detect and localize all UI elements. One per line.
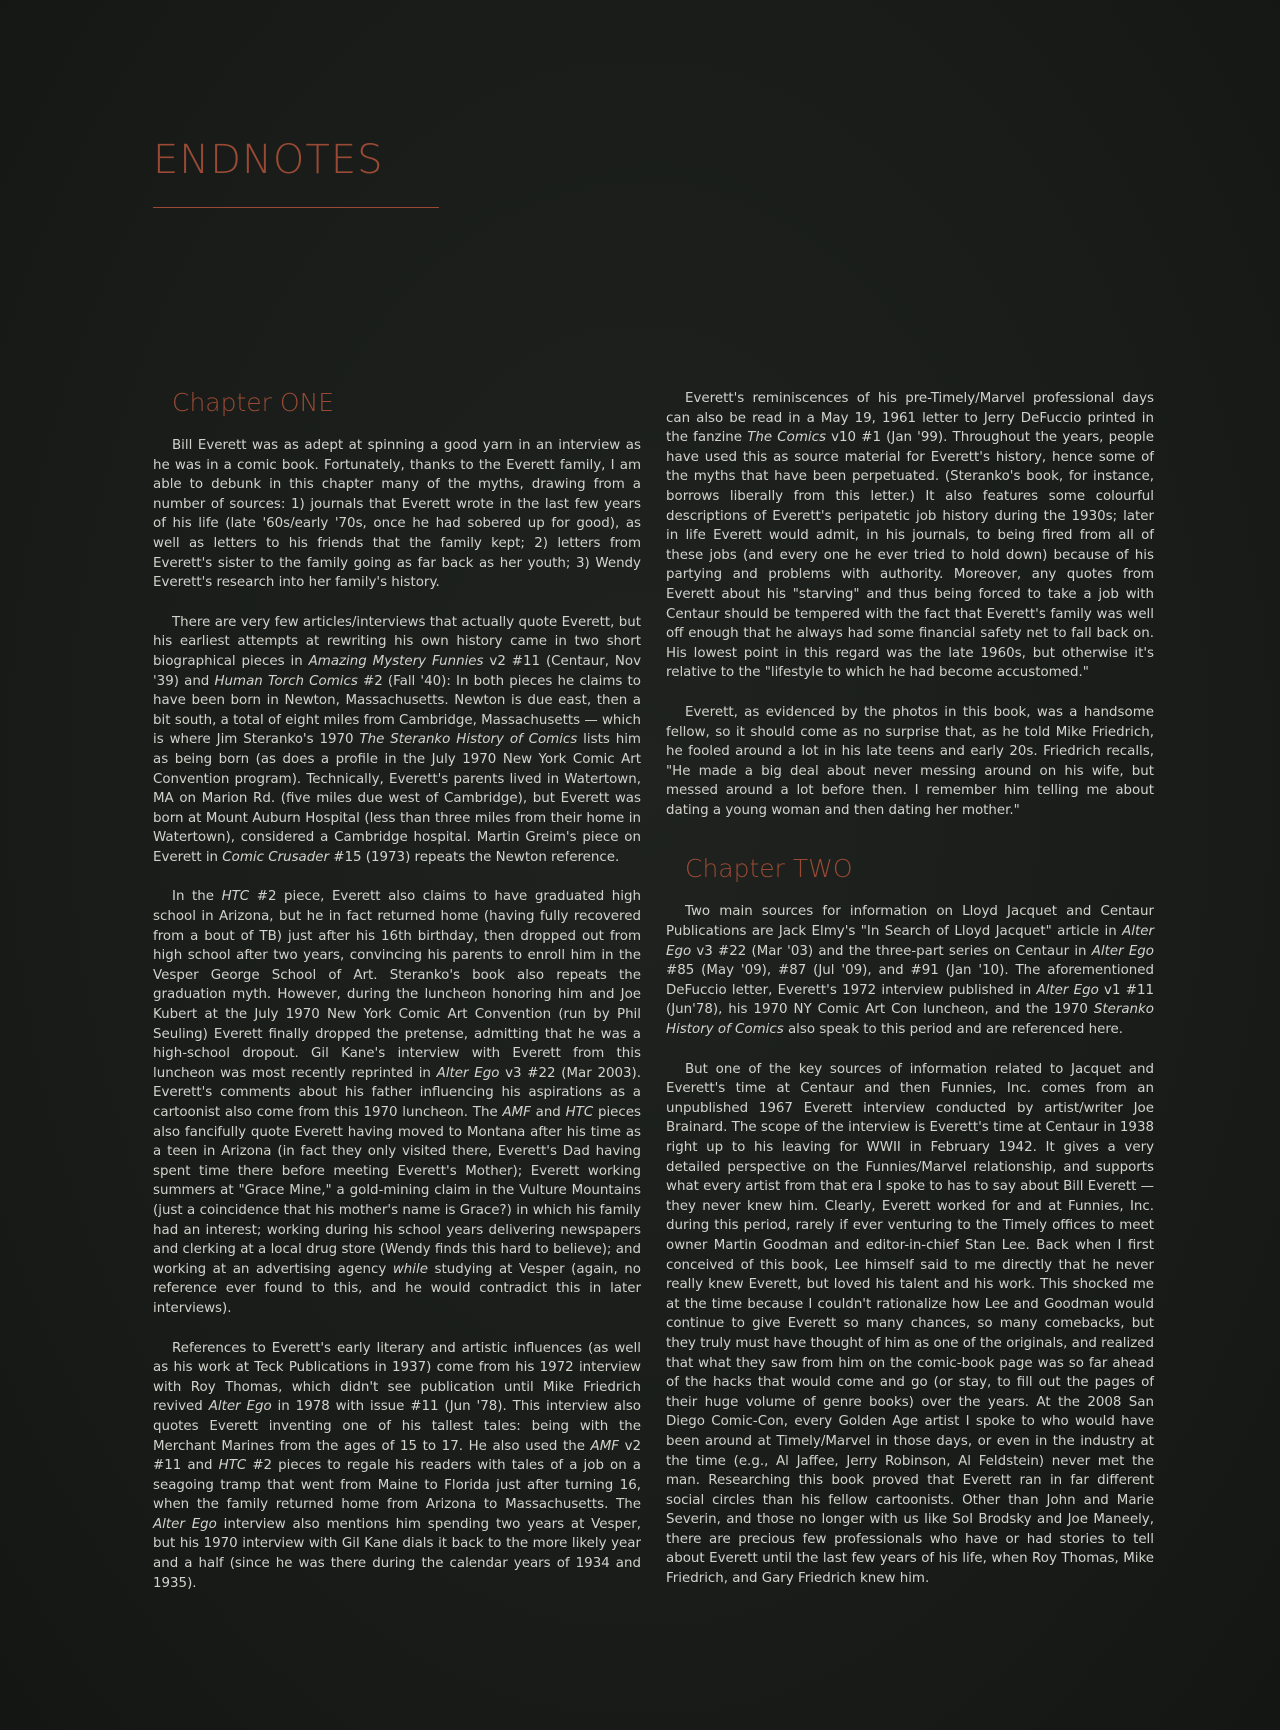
publication-title: The Steranko History of Comics [359, 732, 578, 748]
publication-title: Alter Ego [208, 1399, 272, 1415]
publication-title: HTC [218, 1458, 247, 1474]
endnote-paragraph: Two main sources for information on Lloyd Jacquet and Centaur Publications are Jack Elmy's "In Search of Lloyd Jacquet" article in Alter Ego v3 #22 (Mar '03) and the three-part series on Centaur in Alter Ego #85 (May '09), #87 (Jul '09), and #91 (Jan '10). The aforementioned DeFuccio letter, Everett's 1972 interview published in Alter Ego v1 #11 (Jun'78), his 1970 NY Comic Art Con luncheon, and the 1970 Steranko History of Comics also speak to this period and are referenced here. [666, 904, 1154, 1038]
chapter-two-heading: Chapter TWO [685, 854, 853, 884]
publication-title: Alter Ego [153, 1516, 217, 1532]
publication-title: Alter Ego [1036, 982, 1099, 998]
left-column [153, 388, 641, 1613]
publication-title: HTC [565, 1105, 594, 1120]
chapter-one-heading: Chapter ONE [172, 388, 335, 417]
endnote-paragraph: There are very few articles/interviews that actually quote Everett, but his earliest attempts at rewriting his own history came in two short biographical pieces in Amazing Mystery Funnies v2 #11 (Centaur, Nov '39) and Human Torch Comics #2 (Fall '40): In both pieces he claims to have been born in Newton, Massachusetts. Newton is due east, then a bit south, a total of eight miles from Cambridge, Massachusetts — which is where Jim Steranko's 1970 The Steranko History of Comics lists him as being born (as does a profile in the July 1970 New York Comic Art Convention program). Technically, Everett's parents lived in Watertown, MA on Marion Rd. (five miles due west of Cambridge), but Everett was born at Mount Auburn Hospital (less than three miles from their home in Watertown), considered a Cambridge hospital. Martin Greim's piece on Everett in Comic Crusader #15 (1973) repeats the Newton reference. [153, 614, 642, 865]
publication-title: HTC [221, 889, 250, 905]
publication-title: Human Torch Comics [214, 673, 358, 689]
endnote-paragraph: References to Everett's early literary and artistic influences (as well as his work at Teck Publications in 1937) come from his 1972 interview with Roy Thomas, which didn't see publication until Mike Friedrich revived Alter Ego in 1978 with issue #11 (Jun '78). This interview also quotes Everett inventing one of his tallest tales: being with the Merchant Marines from the ages of 15 to 17. He also used the AMF v2 #11 and HTC #2 pieces to regale his readers with tales of a job on a seagoing tramp that went from Maine to Florida just after turning 16, when the family returned home from Arizona to Massachusetts. The Alter Ego interview also mentions him spending two years at Vesper, but his 1970 interview with Gil Kane dials it back to the more likely year and a half (since he was there during the calendar years of 1934 and 1935). [153, 1340, 642, 1591]
publication-title: Alter Ego [666, 924, 1154, 959]
endnote-paragraph: Everett, as evidenced by the photos in this book, was a handsome fellow, so it should come as no surprise that, as he told Mike Friedrich, he fooled around a lot in his late teens and early 20s. Friedrich recalls, "He made a big deal about never messing around on his wife, but messed around a lot before then. I remember him telling me about dating a young woman and then dating her mother." [666, 704, 1154, 818]
endnote-paragraph: Bill Everett was as adept at spinning a good yarn in an interview as he was in a comic book. Fortunately, thanks to the Everett family, I am able to debunk in this chapter many of the myths, drawing from a number of sources: 1) journals that Everett wrote in the last few years of his life (late '60s/early '70s, once he had sobered up for good), as well as letters to his friends that the family kept; 2) letters from Everett's sister to the family going as far back as her youth; 3) Wendy Everett's research into her family's history. [153, 438, 641, 591]
publication-title: Alter Ego [1091, 943, 1154, 959]
endnote-paragraph: In the HTC #2 piece, Everett also claims to have graduated high school in Arizona, but he in fact returned home (having fully recovered from a bout of TB) just after his 16th birthday, then dropped out from high school after two years, convincing his parents to enroll him in the Vesper George School of Art. Steranko's book also repeats the graduation myth. However, during the luncheon honoring him and Joe Kubert at the July 1970 New York Comic Art Convention (run by Phil Seuling) Everett finally dropped the pretense, admitting that he was a high-school dropout. Gil Kane's interview with Everett from this luncheon was most recently reprinted in Alter Ego v3 #22 (Mar 2003). Everett's comments about his father influencing his aspirations as a cartoonist also come from this 1970 luncheon. The AMF and HTC pieces also fancifully quote Everett having moved to Montana after his time as a teen in Arizona (in fact they only visited there, Everett's Dad having spent time there before meeting Everett's Mother); Everett working summers at "Grace Mine," a gold-mining claim in the Vulture Mountains (just a coincidence that his mother's name is Grace?) in which his family had an interest; working during his school years delivering newspapers and clerking at a local drug store (Wendy finds this hard to believe); and working at an advertising agency while studying at Vesper (again, no reference ever found to this, and he would contradict this in later interviews). [153, 889, 641, 1316]
publication-title: Alter Ego [436, 1065, 500, 1081]
page-title: ENDNOTES [153, 137, 384, 183]
right-column [666, 389, 1154, 1609]
publication-title: AMF [590, 1438, 619, 1454]
publication-title: Comic Crusader [222, 849, 329, 865]
publication-title: while [392, 1261, 428, 1277]
publication-title: Amazing Mystery Funnies [308, 653, 484, 669]
title-rule [153, 207, 439, 208]
publication-title: Steranko History of Comics [666, 1002, 1154, 1038]
endnote-paragraph: Everett's reminiscences of his pre-Timely/Marvel professional days can also be read in a May 19, 1961 letter to Jerry DeFuccio printed in the fanzine The Comics v10 #1 (Jan '99). Throughout the years, people have used this as source material for Everett's history, hence some of the myths that have been perpetuated. (Steranko's book, for instance, borrows liberally from this letter.) It also features some colourful descriptions of Everett's peripatetic job history during the 1930s; later in life Everett would admit, in his journals, to being fired from all of these jobs (and every one he ever tried to hold down) because of his partying and problems with authority. Moreover, any quotes from Everett about his "starving" and thus being forced to take a job with Centaur should be tempered with the fact that Everett's family was well off enough that he always had some financial safety net to fall back on. His lowest point in this regard was the late 1960s, but otherwise it's relative to the "lifestyle to which he had become accustomed." [666, 391, 1154, 681]
publication-title: The Comics [747, 430, 826, 446]
publication-title: AMF [502, 1105, 531, 1120]
endnote-paragraph: But one of the key sources of information related to Jacquet and Everett's time at Centaur and then Funnies, Inc. comes from an unpublished 1967 Everett interview conducted by artist/writer Joe Brainard. The scope of the interview is Everett's time at Centaur in 1938 right up to his leaving for WWII in February 1942. It gives a very detailed perspective on the Funnies/Marvel relationship, and supports what every artist from that era I spoke to has to say about Bill Everett — they never knew him. Clearly, Everett worked for and at Funnies, Inc. during this period, rarely if ever venturing to the Timely offices to meet owner Martin Goodman and editor-in-chief Stan Lee. Back when I first conceived of this book, Lee himself said to me directly that he never really knew Everett, but loved his talent and his work. This shocked me at the time because I couldn't rationalize how Lee and Goodman would continue to give Everett so many chances, so many comebacks, but they truly must have thought of him as one of the originals, and realized that what they saw from him on the comic-book page was so far ahead of the hacks that would come and go (or stay, to fill out the pages of their huge volume of genre books) over the years. At the 2008 San Diego Comic-Con, every Golden Age artist I spoke to who would have been around at Timely/Marvel in those days, or even in the industry at the time (e.g., Al Jaffee, Jerry Robinson, Al Feldstein) never met the man. Researching this book proved that Everett ran in far different social circles than his fellow cartoonists. Other than John and Marie Severin, and those no longer with us like Sol Brodsky and Joe Maneely, there are precious few professionals who have or had stories to tell about Everett until the last few years of his life, when Roy Thomas, Mike Friedrich, and Gary Friedrich knew him. [666, 1061, 1154, 1587]
